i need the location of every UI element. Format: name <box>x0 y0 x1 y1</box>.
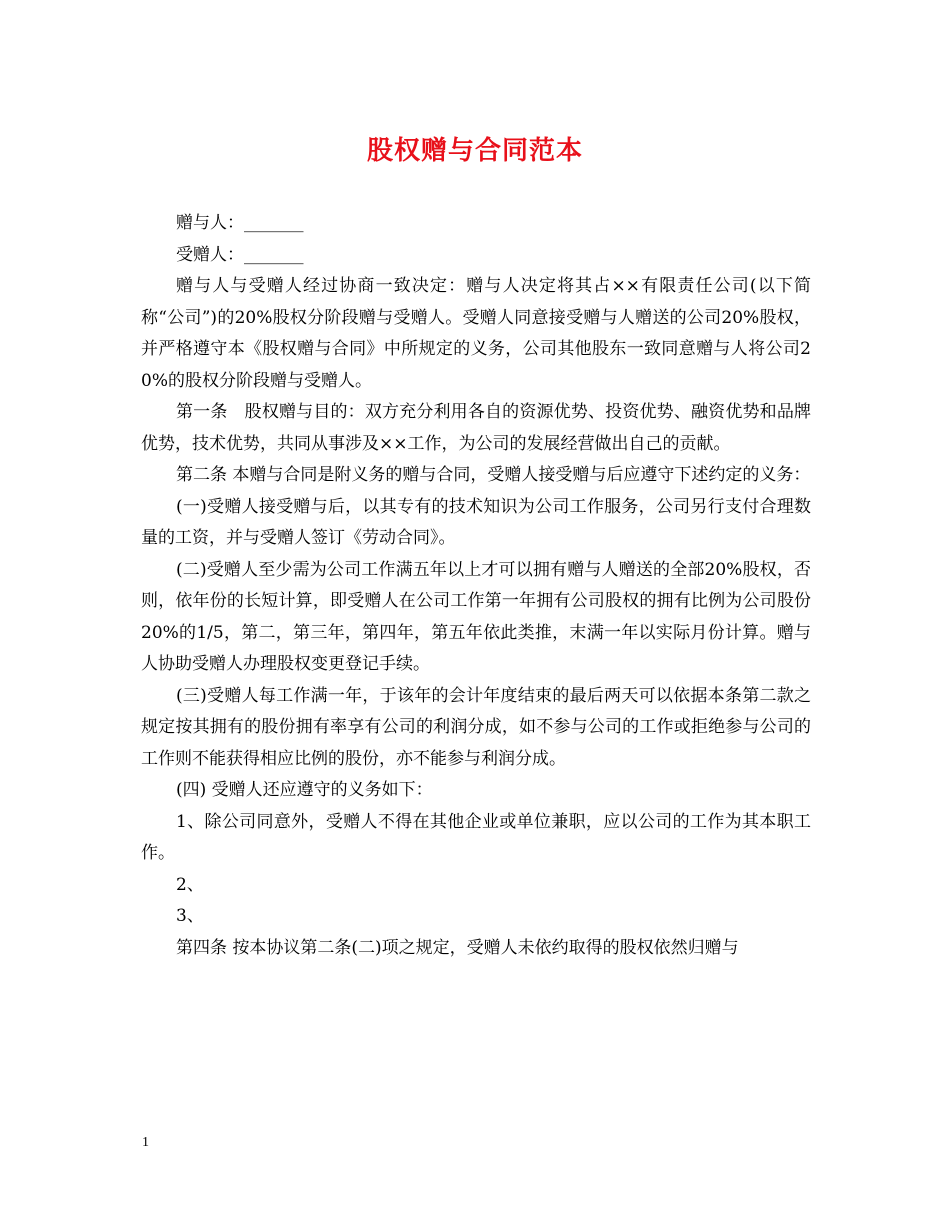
article-2-paragraph: 第二条 本赠与合同是附义务的赠与合同，受赠人接受赠与后应遵守下述约定的义务： <box>176 465 811 485</box>
obligation-1: 1、除公司同意外，受赠人不得在其他企业或单位兼职，应以公司的工作为其本职工作。 <box>141 811 811 863</box>
article-2-item-1: (一)受赠人接受赠与后，以其专有的技术知识为公司工作服务，公司另行支付合理数量的工资，并与受赠人签订《劳动合同》。 <box>141 496 811 548</box>
preamble-paragraph: 赠与人与受赠人经过协商一致决定：赠与人决定将其占××有限责任公司(以下简称“公司”)的20%股权分阶段赠与受赠人。受赠人同意接受赠与人赠送的公司20%股权，并严格遵守本《股权赠与合同》中所规定的义务，公司其他股东一致同意赠与人将公司20%的股权分阶段赠与受赠人。 <box>141 276 811 391</box>
article-2-item-3: (三)受赠人每工作满一年，于该年的会计年度结束的最后两天可以依据本条第二款之规定按其拥有的股份拥有率享有公司的利润分成，如不参与公司的工作或拒绝参与公司的工作则不能获得相应比例的股份，亦不能参与利润分成。 <box>141 685 811 769</box>
obligation-3: 3、 <box>176 906 204 926</box>
page-number: 1 <box>142 1135 149 1150</box>
donor-line: 赠与人：_______ <box>176 213 304 233</box>
article-2-item-4: (四) 受赠人还应遵守的义务如下： <box>176 780 433 800</box>
recipient-line: 受赠人：_______ <box>176 244 304 265</box>
article-4-paragraph: 第四条 按本协议第二条(二)项之规定，受赠人未依约取得的股权依然归赠与 <box>176 937 739 958</box>
article-2-item-2: (二)受赠人至少需为公司工作满五年以上才可以拥有赠与人赠送的全部20%股权，否则，依年份的长短计算，即受赠人在公司工作第一年拥有公司股权的拥有比例为公司股份20%的1/5，第二，第三年，第四年，第五年依此类推，末满一年以实际月份计算。赠与人协助受赠人办理股权变更登记手续。 <box>141 559 811 674</box>
document-body <box>141 208 811 964</box>
document-title: 股权赠与合同范本 <box>366 136 583 166</box>
obligation-2: 2、 <box>176 874 204 895</box>
article-1-paragraph: 第一条 股权赠与目的：双方充分利用各自的资源优势、投资优势、融资优势和品牌优势，技术优势，共同从事涉及××工作，为公司的发展经营做出自己的贡献。 <box>141 402 811 454</box>
